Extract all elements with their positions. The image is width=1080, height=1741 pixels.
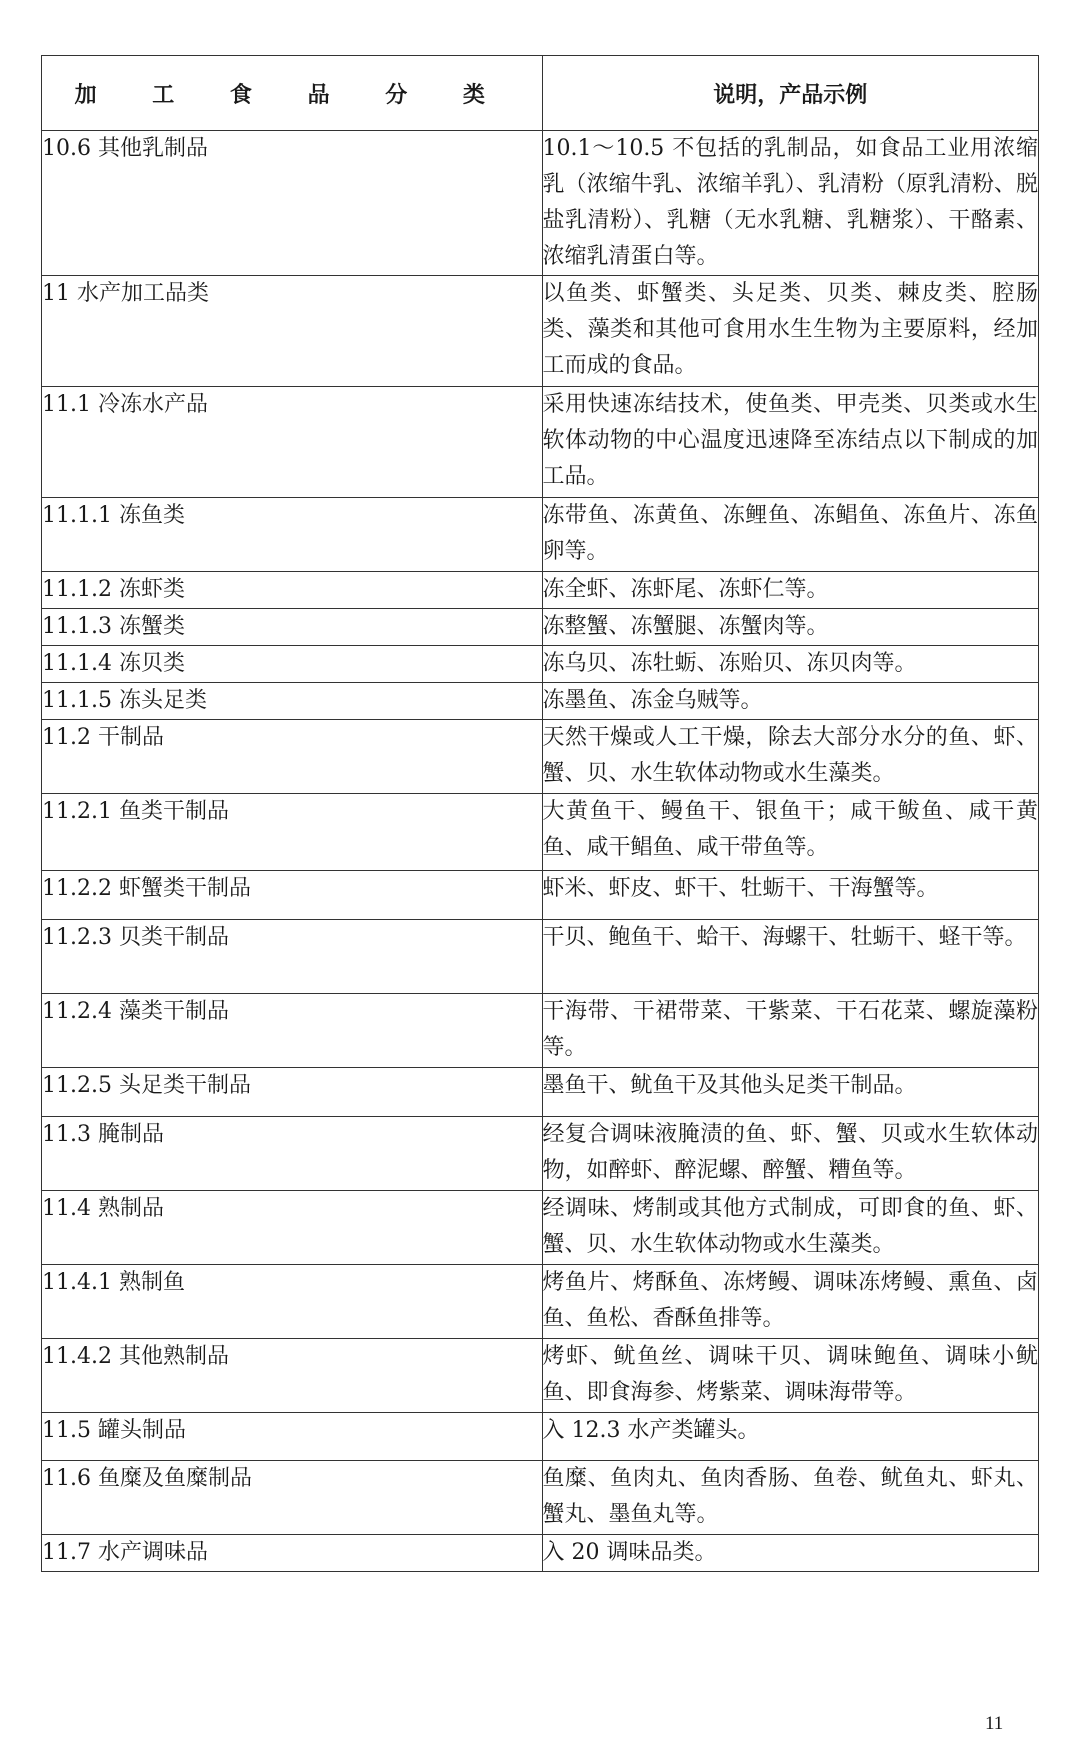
category-cell: 11.1.3 冻蟹类 [42, 609, 543, 646]
table-row [42, 794, 1039, 871]
category-cell: 11.1.2 冻虾类 [42, 572, 543, 609]
description-cell: 冻墨鱼、冻金乌贼等。 [542, 683, 1039, 720]
category-cell: 11.5 罐头制品 [42, 1413, 543, 1461]
table-row [42, 1265, 1039, 1339]
table-row [42, 683, 1039, 720]
header-category: 加 工 食 品 分 类 [42, 56, 543, 131]
table-row [42, 387, 1039, 498]
category-cell: 11.4.2 其他熟制品 [42, 1339, 543, 1413]
table-row [42, 1339, 1039, 1413]
category-cell: 11.4 熟制品 [42, 1191, 543, 1265]
description-cell: 采用快速冻结技术，使鱼类、甲壳类、贝类或水生软体动物的中心温度迅速降至冻结点以下制成的加工品。 [542, 387, 1039, 498]
category-cell: 11.1.5 冻头足类 [42, 683, 543, 720]
category-cell: 11.2.1 鱼类干制品 [42, 794, 543, 871]
category-cell: 11.4.1 熟制鱼 [42, 1265, 543, 1339]
food-category-table [41, 55, 1039, 1572]
description-cell: 冻全虾、冻虾尾、冻虾仁等。 [542, 572, 1039, 609]
description-cell: 冻带鱼、冻黄鱼、冻鲤鱼、冻鲳鱼、冻鱼片、冻鱼卵等。 [542, 498, 1039, 572]
table-row [42, 871, 1039, 920]
table-row [42, 1191, 1039, 1265]
table-row [42, 1535, 1039, 1572]
table-row [42, 1461, 1039, 1535]
description-cell: 以鱼类、虾蟹类、头足类、贝类、棘皮类、腔肠类、藻类和其他可食用水生生物为主要原料，经加工而成的食品。 [542, 276, 1039, 387]
table-row [42, 1117, 1039, 1191]
description-cell: 天然干燥或人工干燥，除去大部分水分的鱼、虾、蟹、贝、水生软体动物或水生藻类。 [542, 720, 1039, 794]
description-cell: 墨鱼干、鱿鱼干及其他头足类干制品。 [542, 1068, 1039, 1117]
category-cell: 11.2 干制品 [42, 720, 543, 794]
category-cell: 11.2.2 虾蟹类干制品 [42, 871, 543, 920]
description-cell: 烤虾、鱿鱼丝、调味干贝、调味鲍鱼、调味小鱿鱼、即食海参、烤紫菜、调味海带等。 [542, 1339, 1039, 1413]
description-cell: 大黄鱼干、鳗鱼干、银鱼干；咸干鲅鱼、咸干黄鱼、咸干鲳鱼、咸干带鱼等。 [542, 794, 1039, 871]
description-cell: 干海带、干裙带菜、干紫菜、干石花菜、螺旋藻粉等。 [542, 994, 1039, 1068]
table-row [42, 994, 1039, 1068]
category-cell: 11 水产加工品类 [42, 276, 543, 387]
description-cell: 经复合调味液腌渍的鱼、虾、蟹、贝或水生软体动物，如醉虾、醉泥螺、醉蟹、糟鱼等。 [542, 1117, 1039, 1191]
category-cell: 11.1.4 冻贝类 [42, 646, 543, 683]
table-row [42, 572, 1039, 609]
table-row [42, 1068, 1039, 1117]
description-cell: 经调味、烤制或其他方式制成，可即食的鱼、虾、蟹、贝、水生软体动物或水生藻类。 [542, 1191, 1039, 1265]
page-number: 11 [985, 1713, 1004, 1734]
category-cell: 11.6 鱼糜及鱼糜制品 [42, 1461, 543, 1535]
description-cell: 烤鱼片、烤酥鱼、冻烤鳗、调味冻烤鳗、熏鱼、卤鱼、鱼松、香酥鱼排等。 [542, 1265, 1039, 1339]
category-cell: 11.2.5 头足类干制品 [42, 1068, 543, 1117]
header-description: 说明，产品示例 [542, 56, 1039, 131]
description-cell: 鱼糜、鱼肉丸、鱼肉香肠、鱼卷、鱿鱼丸、虾丸、蟹丸、墨鱼丸等。 [542, 1461, 1039, 1535]
description-cell: 冻乌贝、冻牡蛎、冻贻贝、冻贝肉等。 [542, 646, 1039, 683]
description-cell: 冻整蟹、冻蟹腿、冻蟹肉等。 [542, 609, 1039, 646]
table-row [42, 1413, 1039, 1461]
table-row [42, 920, 1039, 994]
category-cell: 11.2.3 贝类干制品 [42, 920, 543, 994]
description-cell: 虾米、虾皮、虾干、牡蛎干、干海蟹等。 [542, 871, 1039, 920]
table-row [42, 646, 1039, 683]
category-cell: 11.3 腌制品 [42, 1117, 543, 1191]
table-row [42, 720, 1039, 794]
table-row [42, 498, 1039, 572]
category-cell: 11.1.1 冻鱼类 [42, 498, 543, 572]
category-cell: 11.1 冷冻水产品 [42, 387, 543, 498]
description-cell: 入 12.3 水产类罐头。 [542, 1413, 1039, 1461]
table-row [42, 276, 1039, 387]
category-cell: 11.7 水产调味品 [42, 1535, 543, 1572]
description-cell: 10.1～10.5 不包括的乳制品，如食品工业用浓缩乳（浓缩牛乳、浓缩羊乳）、乳清粉（原乳清粉、脱盐乳清粉）、乳糖（无水乳糖、乳糖浆）、干酪素、浓缩乳清蛋白等。 [542, 131, 1039, 276]
description-cell: 干贝、鲍鱼干、蛤干、海螺干、牡蛎干、蛏干等。 [542, 920, 1039, 994]
table-row [42, 131, 1039, 276]
description-cell: 入 20 调味品类。 [542, 1535, 1039, 1572]
table-header-row [42, 56, 1039, 131]
category-cell: 11.2.4 藻类干制品 [42, 994, 543, 1068]
category-cell: 10.6 其他乳制品 [42, 131, 543, 276]
table-row [42, 609, 1039, 646]
